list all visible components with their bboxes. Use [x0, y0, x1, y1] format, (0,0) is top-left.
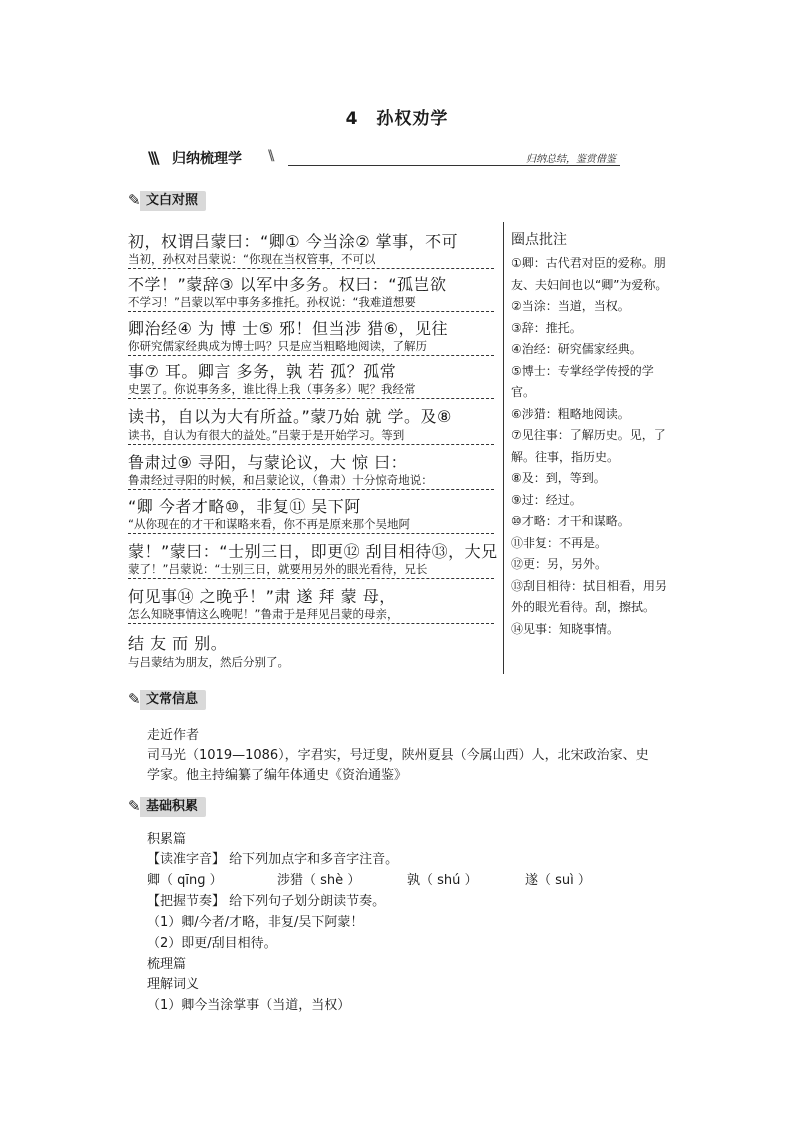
page-title: 4 孙权劝学	[345, 109, 449, 129]
translation-line: 与吕蒙结为朋友，然后分别了。	[128, 655, 289, 669]
section-tag-label: 文白对照	[146, 193, 199, 208]
original-line: 卿治经④ 为 博 士⑤ 邪！但当涉 猎⑥，见往	[128, 319, 448, 338]
original-line: 读书，自以为大有所益。”蒙乃始 就 学。及⑧	[128, 407, 452, 426]
exercise-instruction	[147, 848, 398, 867]
annotation-item: ⑨过：经过。	[511, 492, 582, 507]
exercise-instruction	[147, 890, 385, 909]
rhythm-answer: （1）卿/今者/才略，非复/吴下阿蒙！	[147, 915, 364, 930]
annotation-item: ⑬刮目相待：拭目相看，用另外的眼光看待。刮，擦拭。	[511, 578, 668, 614]
banner-rule	[288, 165, 620, 166]
translation-line: “从你现在的才干和谋略来看，你不再是原来那个吴地阿	[128, 516, 494, 534]
pen-icon: ✎	[128, 690, 141, 708]
pinyin-item	[525, 873, 591, 888]
author-line: 学家。他主持编纂了编年体通史《资治通鉴》	[147, 768, 408, 783]
pinyin-answer: qīnɡ	[177, 873, 206, 888]
banner-title: 归纳梳理学	[172, 151, 242, 167]
author-line: 司马光（1019—1086），字君实，号迂叟，陕州夏县（今属山西）人，北宋政治家、史	[147, 748, 649, 763]
subsection-heading: 积累篇	[147, 832, 187, 847]
original-line: 不学！”蒙辞③ 以军中多务。权曰：“孤岂欲	[128, 275, 447, 294]
pen-icon: ✎	[128, 797, 141, 815]
vocab-answer: （1）卿今当涂掌事（当道，当权）	[147, 998, 351, 1013]
pinyin-answer: shú	[437, 873, 461, 888]
pinyin-char: 遂（	[525, 873, 552, 888]
annotation-item: ⑧及：到，等到。	[511, 471, 606, 485]
annotation-list	[511, 253, 671, 640]
pinyin-close: ）	[464, 873, 478, 888]
slash-decoration-icon: \\	[268, 148, 272, 164]
translation-line: 不学习！”吕蒙以军中事务多推托。孙权说：“我难道想要	[128, 294, 494, 312]
original-line: 初，权谓吕蒙曰：“卿① 今当涂② 掌事，不可	[128, 232, 459, 251]
annotation-item: ③辞：推托。	[511, 320, 582, 335]
pinyin-answer: shè	[320, 873, 344, 888]
translation-line: 你研究儒家经典成为博士吗？只是应当粗略地阅读，了解历	[128, 338, 494, 356]
section-tag-basics	[128, 797, 206, 817]
annotation-item: ⑤博士：专掌经学传授的学官。	[511, 363, 654, 399]
annotation-item: ①卿：古代君对臣的爱称。朋友、夫妇间也以“卿”为爱称。	[511, 256, 668, 292]
banner-subtitle: 归纳总结，鉴赏借鉴	[526, 154, 616, 165]
pinyin-answer: suì	[555, 873, 574, 888]
exercise-label: 【读准字音】	[147, 852, 226, 867]
pinyin-row	[147, 869, 591, 888]
translation-line: 蒙了！”吕蒙说：“士别三日，就要用另外的眼光看待，兄长	[128, 561, 494, 579]
slash-decoration-icon: \\\	[148, 148, 157, 167]
original-line: 鲁肃过⑨ 寻阳，与蒙论议，大 惊 曰：	[128, 453, 408, 472]
annotation-item: ⑭见事：知晓事情。	[511, 621, 620, 636]
annotation-item: ④治经：研究儒家经典。	[511, 342, 642, 356]
pinyin-char: 涉猎（	[277, 873, 317, 888]
pinyin-item	[147, 869, 277, 888]
original-line: 蒙！”蒙曰：“士别三日，即更⑫ 刮目相待⑬，大兄	[128, 542, 498, 561]
translation-line: 史罢了。你说事务多，谁比得上我（事务多）呢？我经常	[128, 381, 494, 399]
pinyin-item	[407, 869, 525, 888]
pinyin-char: 孰（	[407, 873, 434, 888]
annotation-item: ⑩才略：才干和谋略。	[511, 514, 630, 528]
translation-line: 当初，孙权对吕蒙说：“你现在当权管事，不可以	[128, 251, 494, 269]
translation-line: 读书，自认为有很大的益处。”吕蒙于是开始学习。等到	[128, 427, 494, 445]
original-line: 事⑦ 耳。卿言 多务，孰 若 孤？孤常	[128, 362, 397, 381]
annotation-item: ⑦见往事：了解历史。见，了解。往事，指历史。	[511, 428, 666, 464]
rhythm-answer: （2）即更/刮目相待。	[147, 936, 277, 951]
exercise-label: 【把握节奏】	[147, 894, 226, 909]
section-tag-label: 文常信息	[146, 692, 199, 707]
section-tag-parallel-text	[128, 191, 206, 211]
pinyin-close: ）	[209, 873, 223, 888]
pinyin-item	[277, 869, 407, 888]
annotations-heading: 圈点批注	[511, 232, 567, 248]
exercise-text: 给下列加点字和多音字注音。	[225, 852, 399, 867]
annotation-item: ②当涂：当道，当权。	[511, 299, 630, 313]
section-tag-label: 基础积累	[146, 799, 199, 814]
subsection-heading: 梳理篇	[147, 957, 187, 972]
exercise-heading: 理解词义	[147, 977, 200, 992]
original-line: 何见事⑭ 之晚乎！”肃 遂 拜 蒙 母，	[128, 587, 396, 606]
annotation-item: ⑫更：另，另外。	[511, 557, 608, 571]
pinyin-close: ）	[347, 873, 361, 888]
section-banner	[148, 146, 620, 170]
section-tag-literature-info	[128, 690, 206, 710]
column-divider	[503, 222, 504, 674]
author-heading: 走近作者	[147, 728, 200, 743]
original-line: 结 友 而 别。	[128, 634, 228, 653]
pinyin-close: ）	[577, 873, 591, 888]
translation-line: 鲁肃经过寻阳的时候，和吕蒙论议，（鲁肃）十分惊奇地说：	[128, 472, 494, 490]
translation-line: 怎么知晓事情这么晚呢！”鲁肃于是拜见吕蒙的母亲，	[128, 606, 494, 624]
exercise-text: 给下列句子划分朗读节奏。	[225, 894, 386, 909]
original-line: “卿 今者才略⑩，非复⑪ 吴下阿	[128, 497, 361, 516]
annotation-item: ⑥涉猎：粗略地阅读。	[511, 406, 630, 421]
pen-icon: ✎	[128, 191, 141, 209]
annotation-item: ⑪非复：不再是。	[511, 535, 608, 550]
pinyin-char: 卿（	[147, 873, 174, 888]
